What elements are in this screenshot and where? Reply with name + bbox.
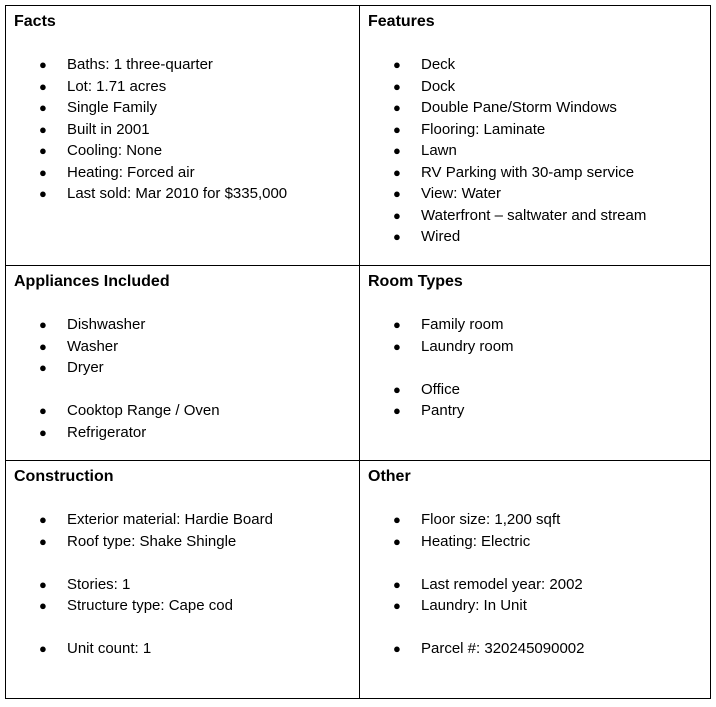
bullet-icon: ● <box>393 164 401 180</box>
section-appliances <box>6 266 360 461</box>
list-item <box>360 638 710 660</box>
list-item <box>6 595 359 617</box>
list-item <box>6 422 359 444</box>
property-details-table <box>5 5 711 699</box>
bullet-list <box>6 54 359 205</box>
list-item-text: Flooring: Laminate <box>421 120 546 138</box>
bullet-icon: ● <box>393 576 401 592</box>
list-item-text: Exterior material: Hardie Board <box>67 511 273 528</box>
bullet-list <box>360 54 710 248</box>
bullet-icon: ● <box>393 57 401 72</box>
list-item-text: Double Pane/Storm Windows <box>421 99 617 116</box>
list-item-text: Washer <box>67 337 119 355</box>
list-item <box>6 574 359 596</box>
list-item <box>360 400 710 422</box>
bullet-icon: ● <box>393 121 401 137</box>
list-item-text: View: Water <box>421 185 502 202</box>
list-item <box>360 314 710 336</box>
bullet-icon: ● <box>39 78 47 94</box>
list-item-text: Deck <box>421 56 456 73</box>
bullet-icon: ● <box>393 186 401 201</box>
bullet-icon: ● <box>393 78 401 94</box>
list-item-text: Heating: Forced air <box>67 163 195 181</box>
list-item-text: Floor size: 1,200 sqft <box>421 511 561 528</box>
list-item-text: Dryer <box>67 359 104 376</box>
blank-line <box>360 552 710 574</box>
list-item <box>360 205 710 227</box>
list-item <box>6 119 359 141</box>
section-title: Room Types <box>368 273 463 290</box>
bullet-icon: ● <box>39 598 47 613</box>
list-item-text: Family room <box>421 316 504 333</box>
bullet-icon: ● <box>393 207 401 223</box>
list-item-text: Parcel #: 320245090002 <box>421 640 585 657</box>
blank-line <box>6 617 359 639</box>
list-item <box>6 400 359 422</box>
bullet-icon: ● <box>393 229 401 244</box>
list-item-text: Refrigerator <box>67 423 147 441</box>
section-room-types <box>360 266 711 461</box>
bullet-icon: ● <box>393 338 401 354</box>
list-item-text: Single Family <box>67 99 158 116</box>
list-item <box>360 574 710 596</box>
list-item-text: Laundry room <box>421 337 514 355</box>
list-item-text: Stories: 1 <box>67 575 131 593</box>
list-item <box>6 509 359 531</box>
list-item-text: Built in 2001 <box>67 120 150 138</box>
list-item <box>6 336 359 358</box>
list-item <box>6 140 359 162</box>
list-item-text: Unit count: 1 <box>67 640 152 657</box>
section-title: Construction <box>14 468 114 485</box>
list-item-text: Lawn <box>421 142 457 159</box>
list-item-text: Office <box>421 380 460 398</box>
section-title: Facts <box>14 13 56 30</box>
list-item-text: Laundry: In Unit <box>421 597 527 614</box>
list-item-text: Baths: 1 three-quarter <box>67 56 213 73</box>
bullet-icon: ● <box>39 317 47 332</box>
list-item-text: Wired <box>421 228 461 245</box>
bullet-icon: ● <box>39 533 47 549</box>
bullet-icon: ● <box>39 424 47 440</box>
list-item <box>6 54 359 76</box>
bullet-list <box>6 509 359 660</box>
bullet-icon: ● <box>393 317 401 332</box>
section-title: Other <box>368 468 411 485</box>
list-item <box>360 140 710 162</box>
bullet-icon: ● <box>393 512 401 527</box>
blank-line <box>360 357 710 379</box>
list-item <box>6 357 359 379</box>
bullet-icon: ● <box>39 512 47 527</box>
list-item <box>360 379 710 401</box>
list-item-text: Structure type: Cape cod <box>67 597 233 614</box>
list-item <box>360 531 710 553</box>
bullet-icon: ● <box>39 641 47 656</box>
bullet-icon: ● <box>39 186 47 201</box>
list-item <box>360 336 710 358</box>
list-item <box>360 119 710 141</box>
bullet-icon: ● <box>39 403 47 418</box>
list-item-text: Cooling: None <box>67 142 163 159</box>
bullet-list <box>6 314 359 443</box>
list-item-text: Heating: Electric <box>421 532 531 550</box>
section-construction <box>6 461 360 699</box>
list-item <box>6 162 359 184</box>
bullet-icon: ● <box>39 360 47 375</box>
list-item-text: Roof type: Shake Shingle <box>67 532 237 550</box>
bullet-icon: ● <box>393 533 401 549</box>
list-item-text: Dishwasher <box>67 316 146 333</box>
section-facts <box>6 6 360 266</box>
bullet-icon: ● <box>393 403 401 418</box>
list-item-text: Last remodel year: 2002 <box>421 575 583 593</box>
bullet-icon: ● <box>393 381 401 397</box>
bullet-icon: ● <box>39 57 47 72</box>
list-item-text: Pantry <box>421 402 465 419</box>
list-item <box>360 97 710 119</box>
blank-line <box>360 617 710 639</box>
list-item <box>6 76 359 98</box>
bullet-icon: ● <box>39 121 47 137</box>
list-item <box>6 638 359 660</box>
list-item <box>6 531 359 553</box>
section-title: Features <box>368 13 435 30</box>
blank-line <box>6 552 359 574</box>
bullet-list <box>360 509 710 660</box>
bullet-icon: ● <box>393 641 401 656</box>
list-item-text: RV Parking with 30-amp service <box>421 163 635 181</box>
list-item-text: Dock <box>421 77 456 95</box>
bullet-icon: ● <box>39 338 47 354</box>
bullet-icon: ● <box>393 100 401 115</box>
list-item <box>360 162 710 184</box>
bullet-icon: ● <box>393 598 401 613</box>
list-item-text: Waterfront – saltwater and stream <box>421 206 647 224</box>
bullet-icon: ● <box>39 576 47 592</box>
list-item-text: Lot: 1.71 acres <box>67 77 167 95</box>
section-features <box>360 6 711 266</box>
list-item <box>360 183 710 205</box>
list-item <box>360 226 710 248</box>
bullet-icon: ● <box>39 164 47 180</box>
list-item-text: Last sold: Mar 2010 for $335,000 <box>67 185 288 202</box>
bullet-icon: ● <box>393 143 401 158</box>
list-item <box>360 76 710 98</box>
list-item <box>6 183 359 205</box>
list-item <box>6 314 359 336</box>
bullet-icon: ● <box>39 143 47 158</box>
list-item-text: Cooktop Range / Oven <box>67 402 220 419</box>
section-title: Appliances Included <box>14 273 170 290</box>
list-item <box>6 97 359 119</box>
bullet-icon: ● <box>39 100 47 115</box>
blank-line <box>6 379 359 401</box>
section-other <box>360 461 711 699</box>
list-item <box>360 595 710 617</box>
list-item <box>360 509 710 531</box>
bullet-list <box>360 314 710 422</box>
list-item <box>360 54 710 76</box>
